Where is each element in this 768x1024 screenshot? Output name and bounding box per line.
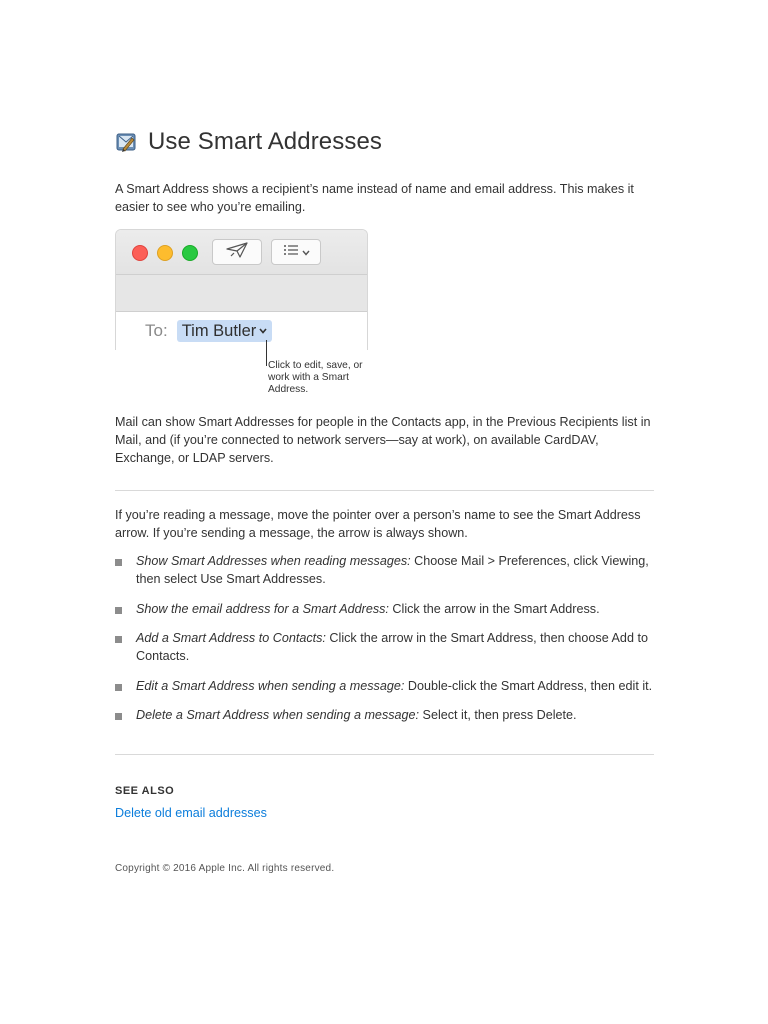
bullet [115,607,122,614]
mail-compose-window [115,229,368,350]
minimize-window-button [157,245,173,261]
task-text: Select it, then press Delete. [419,708,577,722]
callout-line [266,340,267,366]
list-item [115,677,655,695]
task-label: Show the email address for a Smart Address: [136,601,389,616]
task-text: Click the arrow in the Smart Address. [388,601,600,616]
task-text: Choose Mail > Preferences, click Viewing, then select Use Smart Addresses. [136,554,649,586]
intro-paragraph: A Smart Address shows a recipient’s name instead of name and email address. This makes it easier to see who you’re emailing. [115,182,634,214]
bullet [115,559,122,566]
task-label: Edit a Smart Address when sending a message: [136,678,405,693]
format-menu-button [271,239,321,265]
list-item [115,706,655,724]
chevron-down-icon [302,243,310,261]
bullet [115,713,122,720]
chevron-down-icon [259,325,267,337]
task-text: Double-click the Smart Address, then edit it. [404,678,653,693]
pointer-paragraph: If you’re reading a message, move the pointer over a person’s name to see the Smart Address arrow. If you’re sending a message, the arrow is always shown. [115,508,641,540]
maximize-window-button [182,245,198,261]
delete-old-addresses-link[interactable]: Delete old email addresses [115,806,267,820]
list-item [115,629,655,665]
to-field-row [145,320,272,342]
mail-app-icon [115,131,137,153]
divider [115,490,654,491]
smart-address-illustration [115,229,375,404]
send-button [212,239,262,265]
task-label: Show Smart Addresses when reading messages: [136,554,411,568]
task-label: Delete a Smart Address when sending a message: [136,708,420,722]
window-toolbar [116,230,367,275]
bullet [115,684,122,691]
task-list [115,552,655,736]
see-also-heading: SEE ALSO [115,785,175,797]
close-window-button [132,245,148,261]
divider [115,754,654,755]
window-header-band [116,275,367,312]
list-item [115,552,655,588]
task-label: Add a Smart Address to Contacts: [136,631,326,645]
bullet [115,636,122,643]
callout-text: Click to edit, save, or work with a Smart Address. [268,360,363,395]
list-icon [283,243,299,261]
task-text: Click the arrow in the Smart Address, then choose Add to Contacts. [136,631,648,663]
list-item [115,600,655,618]
title-row [115,128,382,156]
copyright-text: Copyright © 2016 Apple Inc. All rights reserved. [115,863,335,874]
contacts-paragraph: Mail can show Smart Addresses for people in the Contacts app, in the Previous Recipients list in Mail, and (if you’re connected to network servers—say at work), on available CardDAV, Exchange, or LDAP servers. [115,415,651,465]
page-title: Use Smart Addresses [148,128,382,155]
smart-address-chip [177,320,273,342]
to-label: To: [145,321,168,340]
paper-plane-icon [226,242,248,263]
smart-address-name: Tim Butler [181,321,257,340]
